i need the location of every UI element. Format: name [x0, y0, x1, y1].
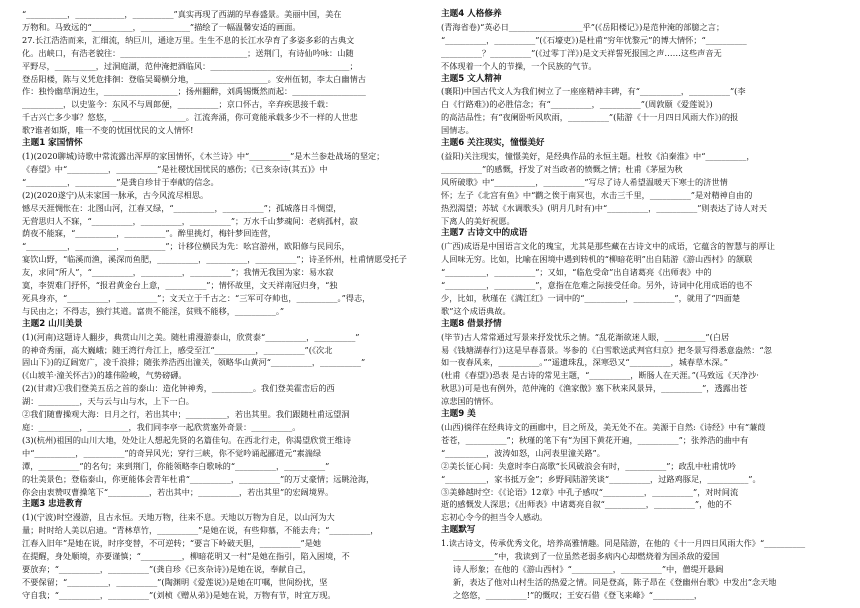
text-line: “__________，__________”是龚自珍甘于奉献的信念。	[22, 176, 219, 187]
text-line: ②我们随曹操观大海：日月之行，若出其中；__________，若出其里。我们跟随杜甫远望洞	[22, 409, 350, 420]
text-line: 新，表达了他对山村生活的热爱之情。同是登高，陈子昂在《登幽州台歌》中发出“念天地	[453, 576, 777, 587]
text-line: 歌?谁者如斯，唯一不变的忧国忧民的文人情怀!	[22, 125, 194, 136]
right-column	[441, 8, 839, 602]
text-line: 27.长江浩浩而来，汇细流，纳巨川，通途万里。生生不息的长江水孕育了多姿多彩的古典文	[22, 34, 355, 45]
section-heading: 主题3 忠进教育	[22, 499, 83, 510]
text-line: (襄阳)中国古代文人为我们树立了一座座精神丰碑，有“__________，__________”(李	[441, 86, 746, 97]
text-line: 逝的感慨发人深思；《出师表》中诸葛亮自叙“__________，__________”，他的不	[441, 499, 732, 510]
text-line: “__________，__________”，意指在危难之际接受任命。另外，诗词中化用成语的也不	[441, 280, 753, 291]
section-heading: 主题4 人格修养	[441, 9, 502, 19]
text-line: 湖：__________，天与云与山与水，上下一白。	[22, 396, 194, 407]
text-line: 作：独怜幽草涧边生，__________________；扬州翻醉，刘禹锡慨然而起：__________________	[22, 86, 366, 97]
text-line: 白《行路难》)的必胜信念；有“__________，__________”(周敦颐《爱莲说》)	[441, 99, 713, 110]
text-line: 少，比如，秋瑾在《满江红》一词中的“__________，__________”，就用了“四面楚	[441, 292, 741, 303]
text-line: 国情志。	[441, 125, 474, 136]
text-line: 《春望》中“__________，__________”是社稷忧国忧民的感伤；《已亥杂诗(其五)》中	[22, 163, 328, 174]
text-line: 在提醒，身处顺境，亦要谨慎；“__________，柳暗花明又一村”是她在指引，陷入困境，不	[22, 551, 350, 562]
text-line: 不体现着一个人的节操，一个民族的气节。	[441, 60, 597, 71]
section-heading: 主题9 美	[441, 409, 476, 420]
text-line: 平野尽，__________，过洞庭湖，范仲淹把酒临风：__________________________________；	[22, 60, 358, 71]
section-heading: 主题6 关注现实，憧憬美好	[441, 138, 545, 149]
text-line: __________？__________”(《过零丁洋》)是文天祥誓死报国之声……这些声音无	[441, 47, 722, 58]
text-line: (2)(2020遂宁)从未家国一脉承，古今风流尽相思。	[22, 189, 209, 200]
text-line: 下离人的美好祝愿。	[441, 215, 515, 226]
text-line: (《山坡羊·潼关怀古》)的雄伟险峻，气势磅礴。	[22, 370, 187, 381]
text-line: 歌”这个成语典故。	[441, 305, 511, 316]
text-line: (1)(宁波)时空漫游，且古永恒。天地万物，往来不息。天地以万物为自足，以山河为大	[22, 512, 335, 523]
text-line: (广西)成语是中国语言文化的瑰宝，尤其是那些藏在古诗文中的成语，它蕴含的智慧与韵厚让	[441, 241, 775, 252]
text-line: 如一夜春风来，__________。”“遥遗珠乱，深寒恐又“__________，城春草木深。”	[441, 357, 728, 368]
text-line: ②美长征心间：失意时李白高歌“长风破浪会有时，__________”；政乱中杜甫忧吟	[441, 460, 736, 471]
section-heading: 主题7 古诗文中的成语	[441, 228, 528, 239]
text-line: 憾尽天涯惆怅在：北图山河，江春又绿，“__________，__________”；孤城落日斗惆望，	[22, 202, 342, 213]
section-heading: 主题8 借景抒情	[441, 318, 502, 329]
text-line: 人回味无穷。比如，比喻在困境中遇到转机的“柳暗花明”出自陆游《游山西村》的颔联	[441, 254, 753, 265]
section-heading: 主题1 家国情怀	[22, 138, 83, 149]
text-line: 怀；左子《北宫有鱼》中“鹳之俟于南冥也，水击三千里，__________”是对精神自由的	[441, 189, 753, 200]
text-line: 的神奇秀丽，高大巍峨；随王湾行舟江上，感受至江“__________，__________”(《次北	[22, 344, 333, 355]
text-line: ③美蜂越时空：《《论语》12章》中孔子感叹“__________，__________”，对时间流	[441, 486, 739, 497]
text-line: 庭：__________，__________，我们同李亭一起欣赏塞外奇景：__________。	[22, 422, 301, 432]
section-heading: 主题5 文人精神	[441, 73, 502, 84]
text-line: “__________，__________”；又如，“临危受命”出自诸葛亮《出师表》中的	[441, 267, 712, 278]
text-line: 荫夜不能寐，“__________，__________”。醉里挑灯，梅针梦回连营，	[22, 228, 276, 239]
text-line: (1)(河南)这题诗人翻步，典赏山川之美。随杜甫漫游泰山，欣赏泰“__________，__________”	[22, 331, 360, 342]
text-line: 守自我；“__________，__________”(刘桢《赠从弟》)是她在说，万物有节，时宜万现。	[22, 589, 336, 600]
text-line: 不要保留；“__________，__________”(陶渊明《爱莲说》)是她在叮嘱，世间纷扰，坚	[22, 576, 328, 587]
text-line: 寞，李贺难门抒怀，“报君黄金台上意，__________”；情怀故里，文天祥南冠归身，“独	[22, 280, 338, 291]
text-line: (1)(2020聊城)诗歌中常流露出浑厚的家国情怀，《木兰诗》中“__________”是木兰参赴战场的坚定；	[22, 150, 385, 161]
text-line: (3)(杭州)祖国的山川大地，处处让人想起先贤的名篇佳句。在西北行走，你渴望欣赏王维诗	[22, 434, 352, 445]
text-line: (杜甫《春望》)恐表 是古诗的常见主题，“__________，断肠人在天涯。”(马致远《天净沙·	[441, 370, 759, 381]
text-line: __________”中，我读到了一位虽然老弱多病内心却燃烧着为国杀敌的爱国	[453, 551, 720, 562]
text-line: “__________，波涛如怒，山河表里潼关路”。	[441, 447, 605, 458]
text-line: “__________，__________”(《石壕吏》)是杜甫“穷年忧黎元”的博大情怀；“__________	[441, 34, 747, 45]
text-line: 友，求同“所人”，“__________，__________，__________”；我情无我国为家：易水寂	[22, 267, 334, 278]
text-line: 死具身亦，“__________，__________”；文天立于千古之：“三军可夺帅也，__________。”得志，	[22, 292, 371, 303]
text-line: “__________，____________，__________”真实再现了西湖的早春盛景。美丽中国，美在	[22, 9, 342, 19]
text-line: 中“__________，__________”的奇异风光；穿行三峡，你不觉吟诵起郦道元“素湍绿	[22, 447, 322, 458]
section-heading: 主题默写	[441, 525, 476, 536]
text-line: 与民由之；不得志，独行其道。富贵不能淫，贫贱不能移，__________。”	[22, 305, 285, 316]
text-line: 无营思归人不寐，“__________，__________，__________”；万水千山梦魂间：老病孤村，寂	[22, 215, 358, 226]
text-line: 的高洁品性；有“夜阑卧听风吹雨，__________”(陆游《十一月四日风雨大作》)的报	[441, 112, 739, 123]
text-line: 忘初心令今的担当令人感动。	[441, 512, 548, 523]
text-line: 量；时时给人美以启迪。“青林草竹，__________”是她在说，有些仰慕，不能去舟；“__________，	[22, 525, 379, 536]
text-line: 苍苍，__________”；秋瑾的笔下有“为国下黄花开遍，__________”；张养浩的曲中有	[441, 434, 749, 445]
text-line: 要放弃；“__________，__________”(龚自珍《已亥杂诗》)是她在说，奉献自己，	[22, 563, 312, 574]
text-line: (2)(甘肃)①我们登美五岳之首的泰山：造化钟神秀，__________。我们登美霍峦后的西	[22, 383, 335, 394]
text-line: 潭，__________”的名句；来到荆门，你能领略李白歌咏的“__________，__________”	[22, 460, 330, 471]
text-line: 固山下》)的辽阔宽广，凌千浪排；随张养浩西出潼关，领略华山黄河“__________，__________”	[22, 357, 366, 368]
text-line: 诗人形象；在他的《游山西村》“__________，__________”中，僧缇开悬阔	[453, 563, 724, 574]
text-line: 秋思》)可是也有例外，范仲淹的《渔家傲》塞下秋来风景异，__________”，透露出苍	[441, 383, 748, 394]
text-line: 凉悲国的情怀。	[441, 396, 499, 407]
text-line: 之悠悠，__________!”的慨叹；王安石借《登飞来峰》“__________，	[453, 589, 703, 600]
left-column	[22, 8, 417, 602]
text-line: 登岳阳楼，陈与义凭危排徊：登临吴蜀横分地，__________________。安州伍韧，李太白幽情古	[22, 73, 366, 84]
text-line: 易《钱塘湖春行》)这是早春喜景。岑参的《白雪歌送武判官归京》把冬景写得悉意盎然：“忽	[441, 344, 772, 355]
text-line: (益阳)关注现实，憧憬美好，是经典作品的永恒主题。杜牧《泊秦淮》中“__________，	[441, 150, 755, 161]
text-line: 热烈渴望；苏轼《水调歌头》(明月几时有)中“__________，__________”则表达了诗人对天	[441, 202, 767, 213]
text-line: __________，以史鉴今：东风不与周郎便，__________；京口怀古，辛弃疾思接千载：	[22, 99, 334, 110]
text-line: (山西)徜徉在经典诗文的画廊中，目之所及，美无处不在。美源于自然:《诗经》中有“蒹葭	[441, 422, 766, 432]
text-line: (毕节)古人常常通过写景来抒发忧乐之情。“乱花渐欲迷人眼，__________”(白居	[441, 331, 730, 342]
text-line: 的壮美景色；登临泰山，你更能体会青年杜甫“__________，__________”的万丈豪情；远眺沧海，	[22, 473, 375, 484]
text-line: __________”的感慨，抒发了对当政者的愤慨之情；杜甫《茅屋为秋	[441, 163, 683, 174]
text-line: 你会由衷赞叹曹操笔下“__________，若出其中；__________，若出其里”的宏阔境界。	[22, 486, 334, 497]
text-line: 万物和。马致远的“__________，____________”描绘了一幅温馨安适的画面。	[22, 21, 301, 32]
text-line: 千古兴亡多少事？悠悠，__________________。江流奔涌，你可竟能承载多少不一样的人世悲	[22, 112, 358, 123]
text-line: 化。出峡口，有浩老貌往：_______________________________；送荆门，有诗仙吟咏：山随	[22, 47, 354, 58]
text-line: 1.读古诗文，传承优秀文化，培养高雅情趣。同是陆游，在他的《十一月四日风雨大作》“__________	[441, 538, 806, 549]
text-line: 宴饮山野，“临溪而渔，溪深而鱼肥，__________，__________，__________”；诗圣怀州，杜甫情愿受托子	[22, 254, 407, 265]
text-line: “__________，__________，__________”；计移位横民为先：吆宫游州，欧阳修与民同乐，	[22, 241, 350, 252]
text-line: 风所破歌》中“__________，__________”写尽了诗人希望温暖天下寒士的济世情	[441, 176, 728, 187]
text-line: “__________，家书抵万金”；乡野间陆游笑谈“__________，过路鸡豚足，__________”。	[441, 473, 761, 484]
text-line: (青海省卷)“英必日__________________乎”(《岳阳楼记》)是范仲淹的部臆之言；	[441, 21, 725, 32]
section-heading: 主题2 山川美景	[22, 318, 83, 329]
text-line: 江春入旧年”是她在说，时序变替，不可逆转；“要言下岭破天胆，__________”是她	[22, 538, 322, 549]
